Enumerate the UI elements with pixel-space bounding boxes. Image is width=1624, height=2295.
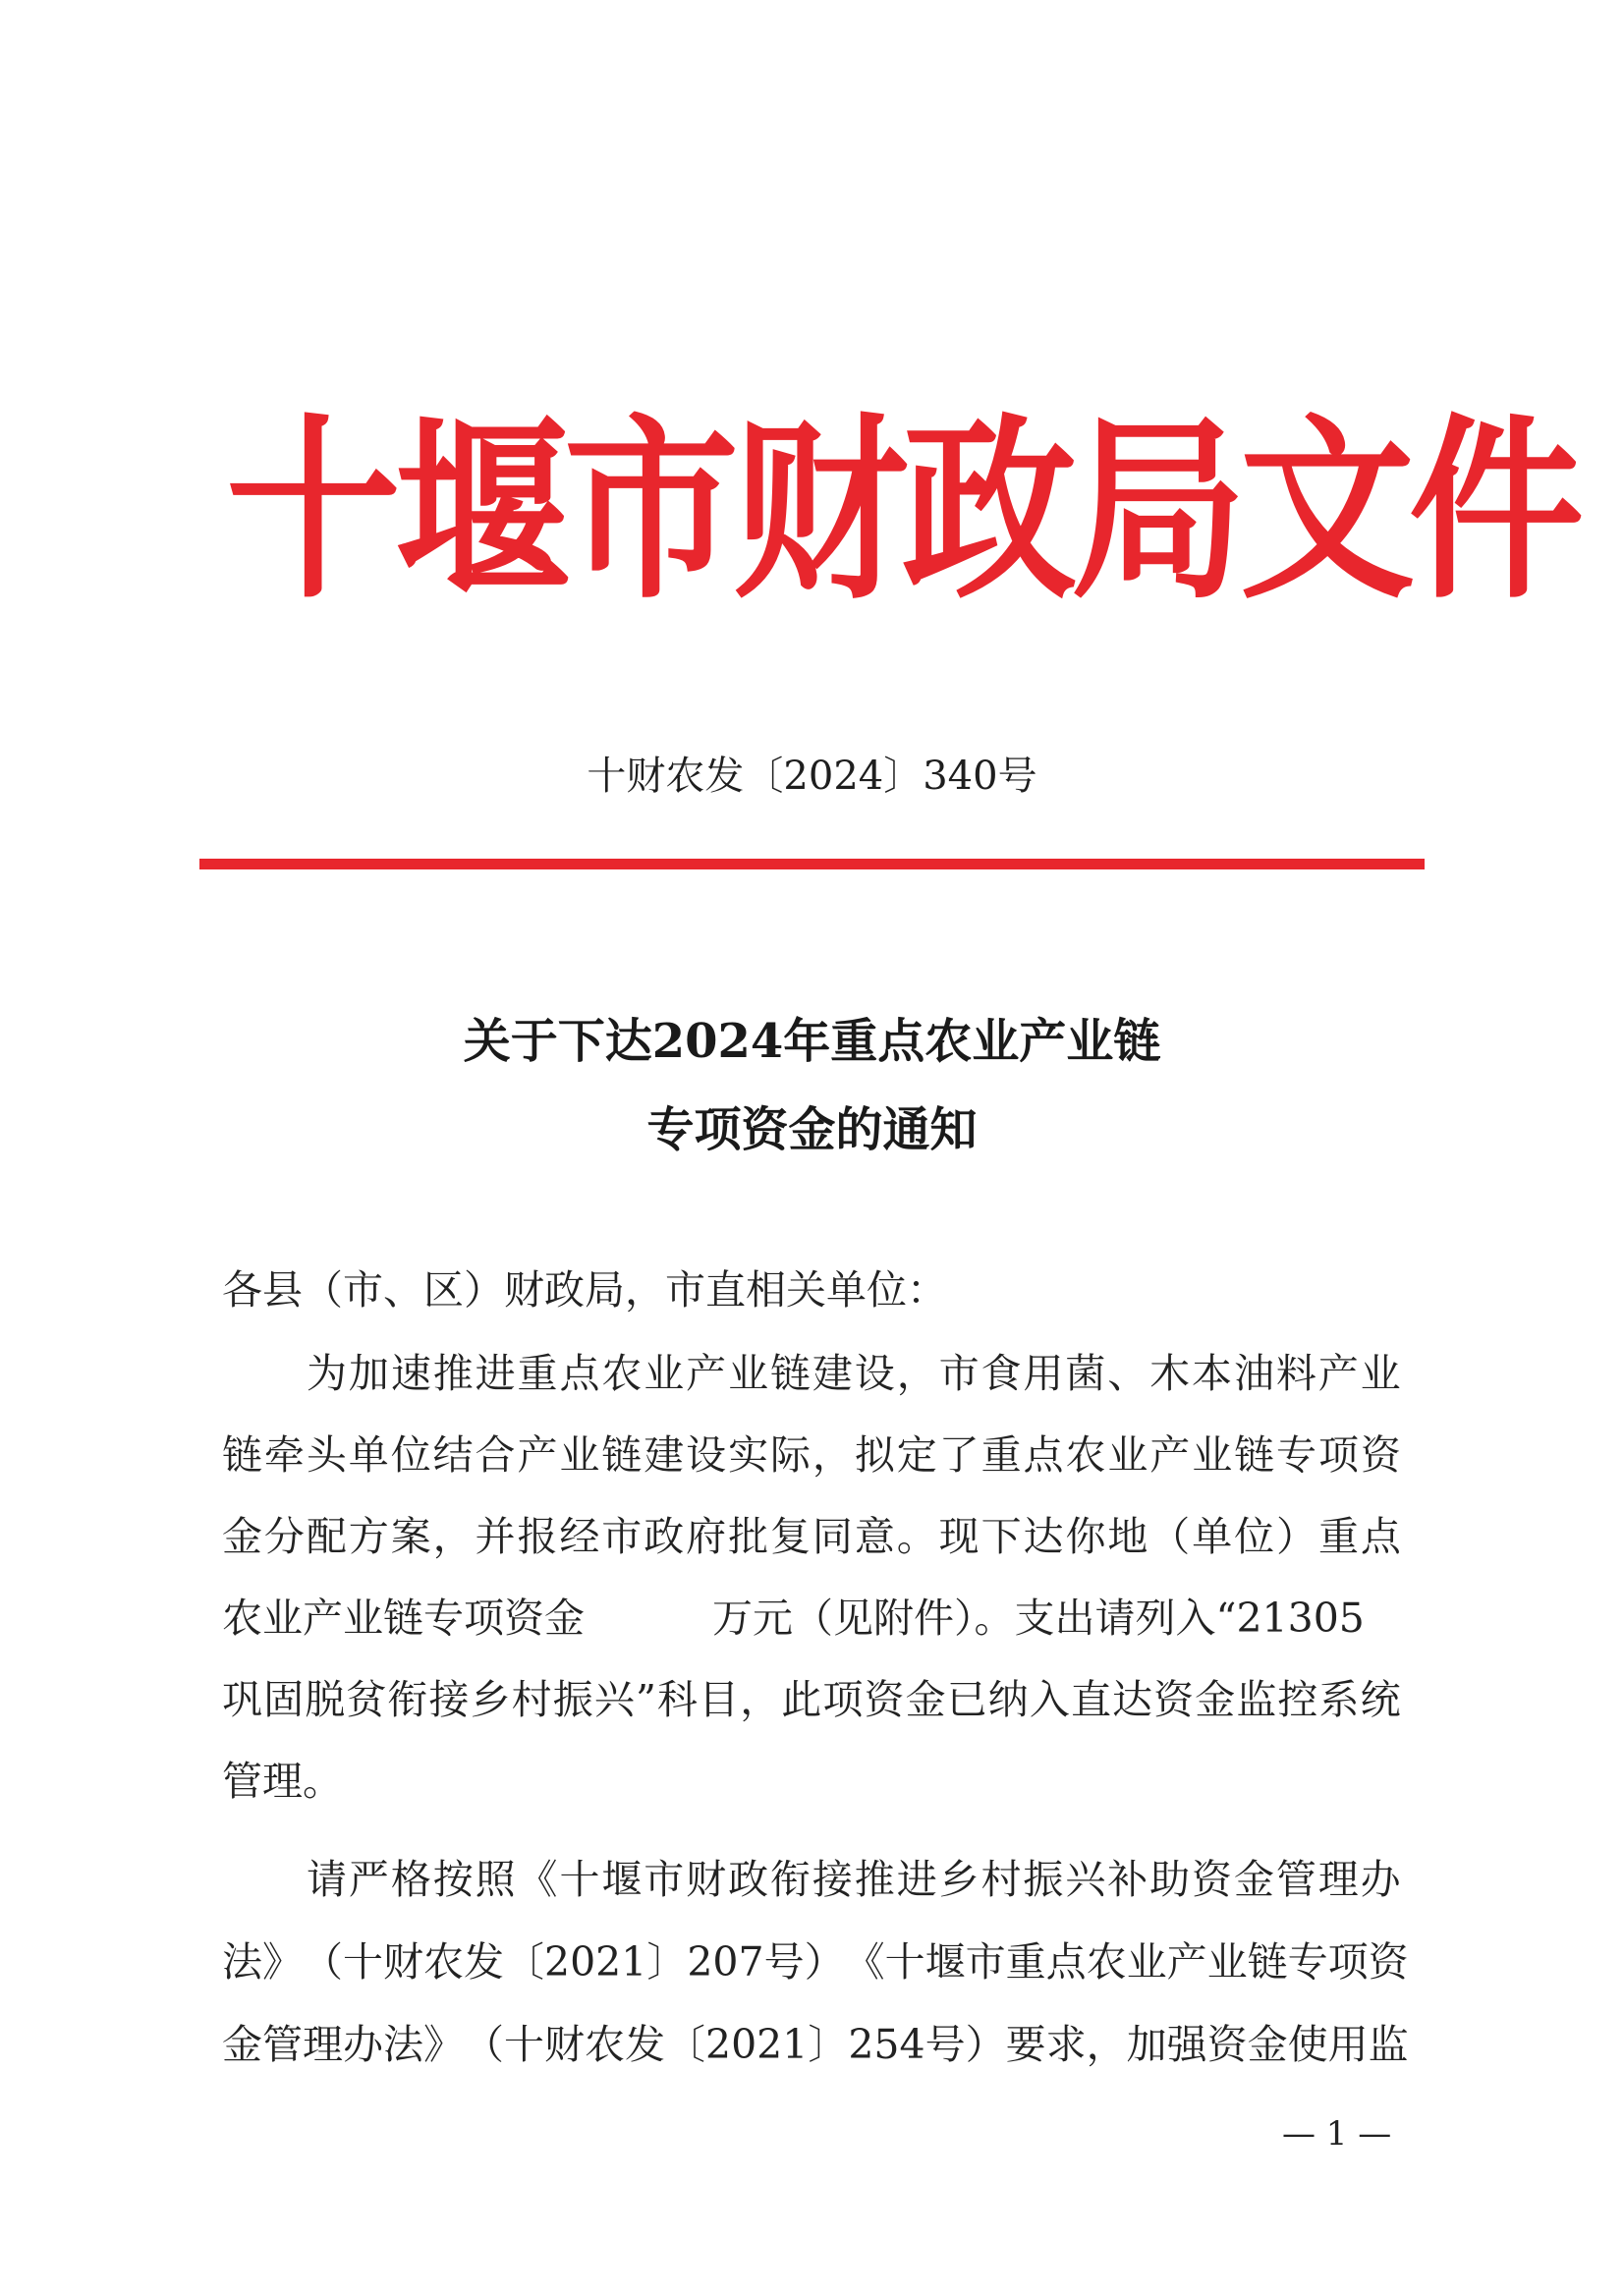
notice-title-line-2: 专项资金的通知 <box>646 1102 978 1157</box>
paragraph-2-line-2: 法 》 （ 十 财 农 发 〔 2021 〕 207 号 ） 《 十 堰 市 重 点 农 业 产 业 链 专 项 资 <box>222 1938 1409 1986</box>
salutation: 各县（市、区）财政局，市直相关单位： <box>222 1266 947 1314</box>
page-number: — 1 — <box>1282 2114 1392 2154</box>
red-separator-line <box>199 859 1425 869</box>
document-number: 十财农发〔2024〕340号 <box>587 754 1037 799</box>
paragraph-2-line-1: 请 严 格 按 照 《 十 堰 市 财 政 衔 接 推 进 乡 村 振 兴 补 助 资 金 管 理 办 <box>307 1856 1401 1903</box>
paragraph-1-line-6: 管理。 <box>222 1758 343 1805</box>
notice-title-line-1: 关于下达2024年重点农业产业链 <box>463 1014 1161 1069</box>
paragraph-2-line-3: 金 管 理 办 法 》 （ 十 财 农 发 〔 2021 〕 254 号 ） 要 求 ， 加 强 资 金 使 用 监 <box>222 2021 1409 2068</box>
paragraph-1-line-4-part-b: 万元（见附件）。支出请列入“21305 <box>712 1595 1365 1642</box>
paragraph-1-line-4 <box>222 1595 1401 1642</box>
paragraph-1-line-4-part-a: 农业产业链专项资金 <box>222 1595 585 1642</box>
masthead-title: 十堰市财政局文件 <box>226 395 1578 626</box>
paragraph-1-line-1: 为 加 速 推 进 重 点 农 业 产 业 链 建 设 ， 市 食 用 菌 、 木 本 油 料 产 业 <box>307 1350 1401 1397</box>
paragraph-1-line-2: 链 牵 头 单 位 结 合 产 业 链 建 设 实 际 ， 拟 定 了 重 点 农 业 产 业 链 专 项 资 <box>222 1431 1401 1479</box>
paragraph-1-line-5: 巩 固 脱 贫 衔 接 乡 村 振 兴 ” 科 目 ， 此 项 资 金 已 纳 入 直 达 资 金 监 控 系 统 <box>222 1676 1401 1723</box>
paragraph-1-line-3: 金 分 配 方 案 ， 并 报 经 市 政 府 批 复 同 意 。 现 下 达 你 地 （ 单 位 ） 重 点 <box>222 1513 1401 1560</box>
